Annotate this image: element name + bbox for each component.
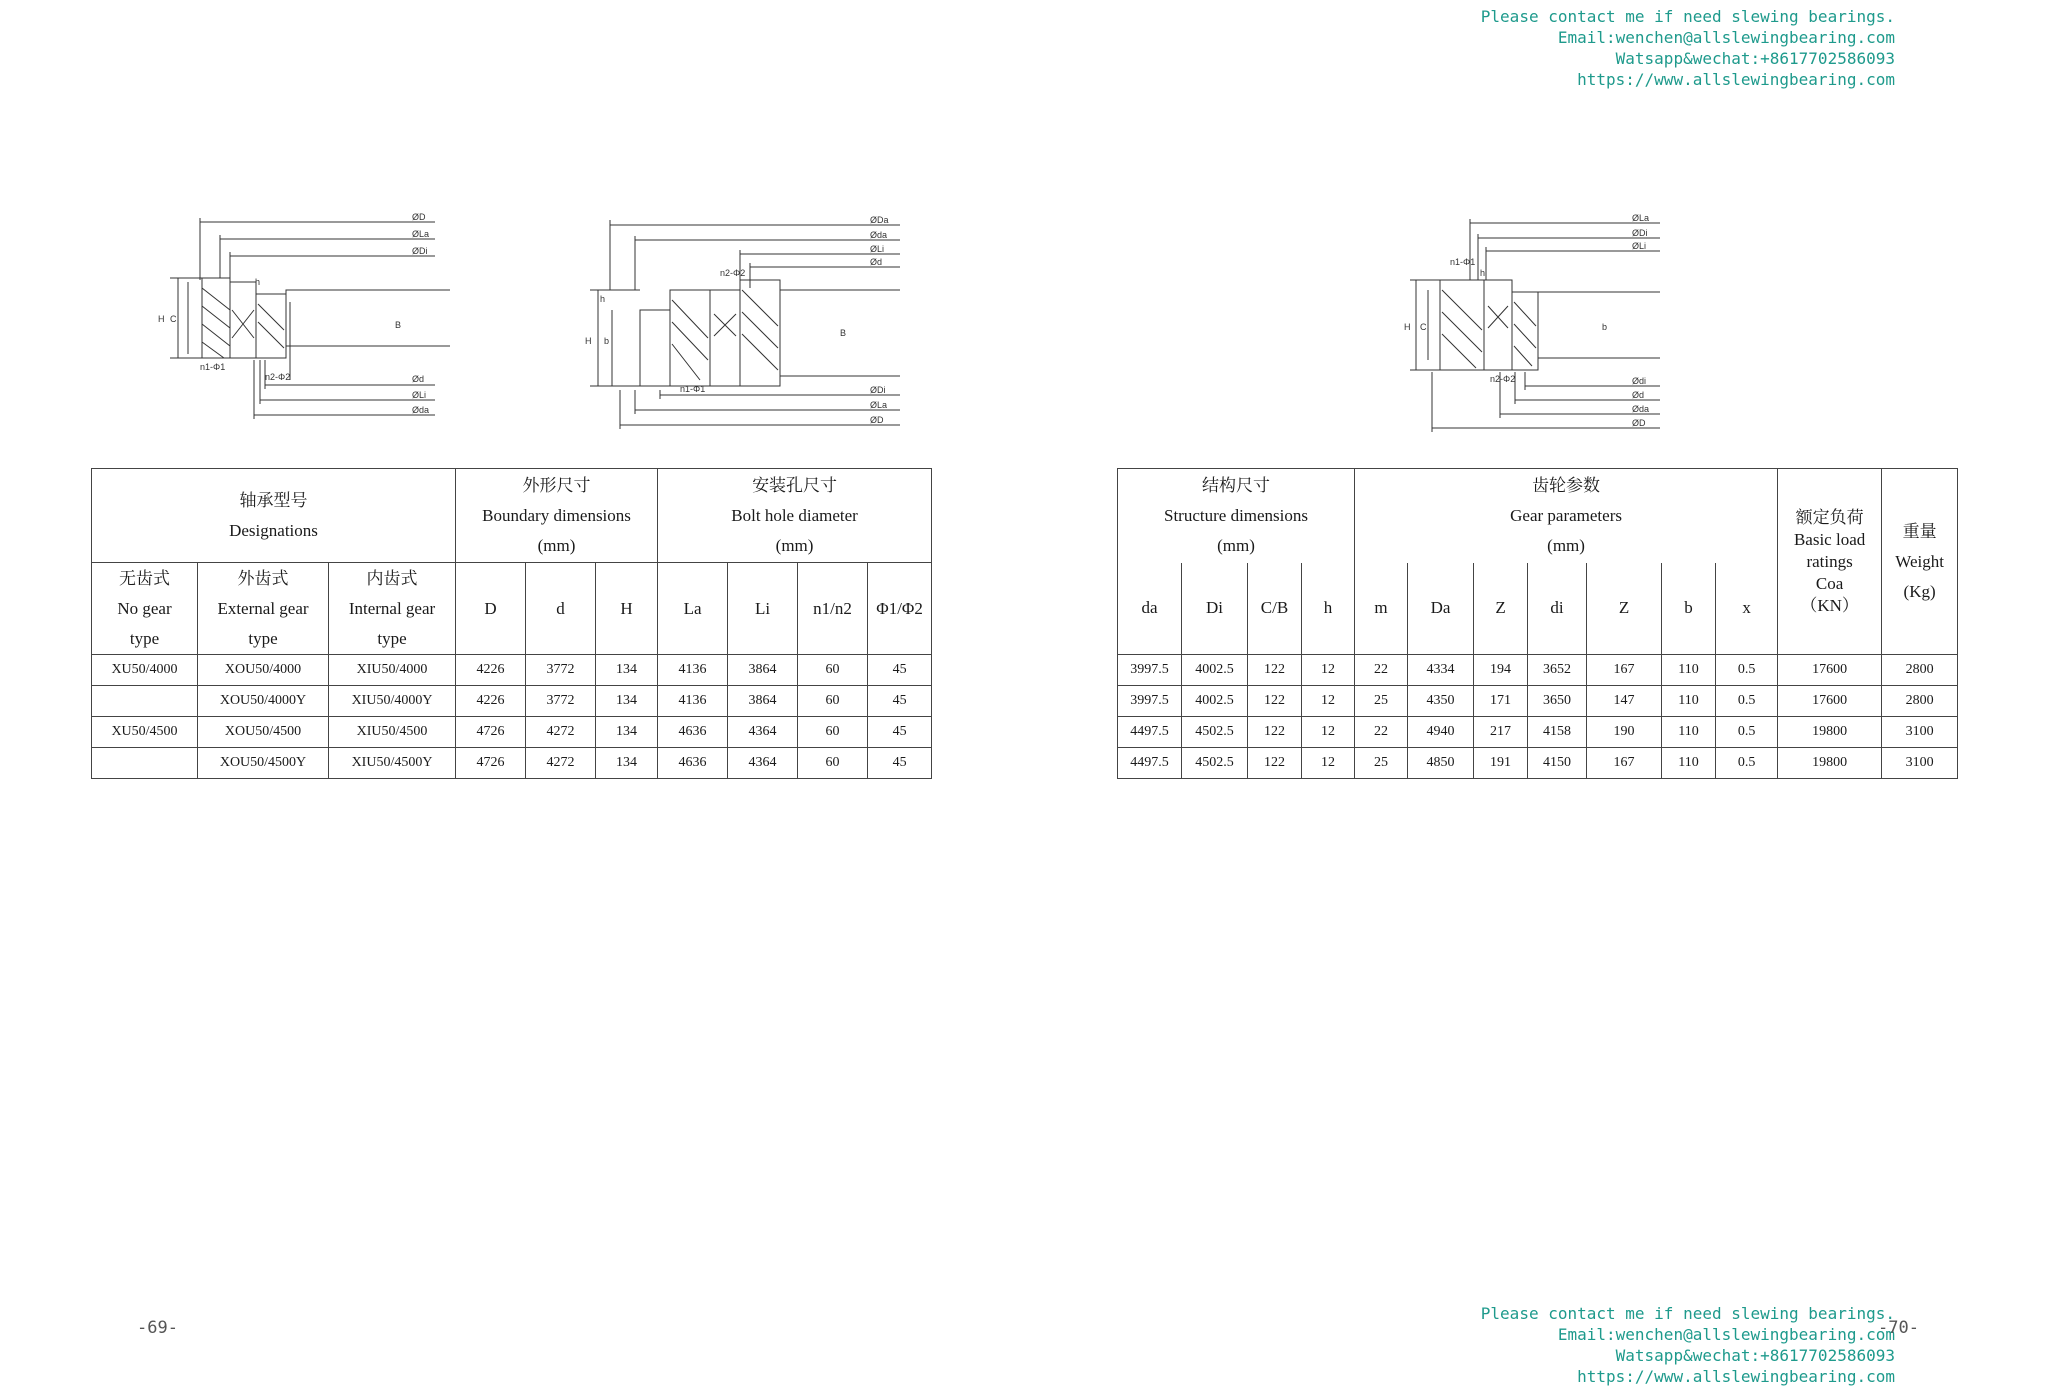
table-cell: 0.5 bbox=[1716, 655, 1778, 686]
svg-text:C: C bbox=[1420, 322, 1427, 332]
internal-type: type bbox=[377, 628, 407, 648]
svg-text:Ødi: Ødi bbox=[1632, 376, 1647, 386]
svg-text:Øda: Øda bbox=[870, 230, 888, 240]
table-row bbox=[1118, 717, 1958, 748]
table-cell: 4502.5 bbox=[1182, 748, 1248, 779]
col-da: da bbox=[1118, 563, 1182, 655]
contact-email: Email:wenchen@allslewingbearing.com bbox=[1557, 1325, 1895, 1344]
col-d: d bbox=[526, 563, 596, 655]
col-h: h bbox=[1302, 563, 1355, 655]
bolt-unit: (mm) bbox=[775, 535, 814, 555]
table-cell: 3997.5 bbox=[1118, 686, 1182, 717]
svg-text:ØD: ØD bbox=[870, 415, 884, 425]
structure-en: Structure dimensions bbox=[1164, 505, 1309, 525]
boundary-cn: 外形尺寸 bbox=[522, 475, 591, 495]
no-gear-en: No gear bbox=[117, 598, 172, 618]
bolt-en: Bolt hole diameter bbox=[731, 505, 858, 525]
svg-text:B: B bbox=[395, 320, 402, 330]
table-cell: 45 bbox=[868, 686, 932, 717]
page-number-right: -70- bbox=[1878, 1318, 1919, 1338]
table-cell: 134 bbox=[596, 686, 658, 717]
svg-text:ØLa: ØLa bbox=[870, 400, 888, 410]
load-unit: （KN） bbox=[1800, 595, 1859, 615]
table-cell: 4002.5 bbox=[1182, 655, 1248, 686]
col-no-gear bbox=[92, 563, 198, 655]
table-cell bbox=[92, 686, 198, 717]
table-cell: 110 bbox=[1662, 717, 1716, 748]
col-external-gear bbox=[198, 563, 329, 655]
drawing-external-gear bbox=[580, 210, 900, 440]
table-row bbox=[1118, 686, 1958, 717]
table-row bbox=[1118, 655, 1958, 686]
table-cell: 19800 bbox=[1778, 717, 1882, 748]
page-number-left: -69- bbox=[137, 1318, 178, 1338]
table-cell: XOU50/4500Y bbox=[198, 748, 329, 779]
table-cell: XIU50/4000Y bbox=[329, 686, 456, 717]
external-type: type bbox=[248, 628, 278, 648]
drawing-no-gear bbox=[150, 210, 450, 430]
table-cell: 110 bbox=[1662, 655, 1716, 686]
table-cell: 147 bbox=[1587, 686, 1662, 717]
load-sym: Coa bbox=[1815, 573, 1844, 593]
table-cell: XOU50/4500 bbox=[198, 717, 329, 748]
table-cell: 4136 bbox=[658, 655, 728, 686]
svg-text:n2-Φ2: n2-Φ2 bbox=[720, 268, 746, 278]
table-cell: 22 bbox=[1355, 717, 1408, 748]
table-cell: 3100 bbox=[1882, 717, 1958, 748]
svg-text:n2-Φ2: n2-Φ2 bbox=[265, 372, 291, 382]
table-cell: 22 bbox=[1355, 655, 1408, 686]
table-cell: 122 bbox=[1248, 717, 1302, 748]
col-internal-gear bbox=[329, 563, 456, 655]
table-cell: 45 bbox=[868, 655, 932, 686]
table-cell: 110 bbox=[1662, 686, 1716, 717]
svg-text:Ød: Ød bbox=[870, 257, 883, 267]
col-Li: Li bbox=[728, 563, 798, 655]
svg-text:n1-Φ1: n1-Φ1 bbox=[200, 362, 226, 372]
col-di: di bbox=[1528, 563, 1587, 655]
svg-text:n2-Φ2: n2-Φ2 bbox=[1490, 374, 1516, 384]
table-cell: 4364 bbox=[728, 748, 798, 779]
table-cell: 3652 bbox=[1528, 655, 1587, 686]
table-cell: 4940 bbox=[1408, 717, 1474, 748]
table-cell: 4726 bbox=[456, 748, 526, 779]
svg-text:h: h bbox=[600, 294, 606, 304]
table-cell: 45 bbox=[868, 717, 932, 748]
table-cell: 2800 bbox=[1882, 686, 1958, 717]
table-cell: 4226 bbox=[456, 655, 526, 686]
table-cell: 4350 bbox=[1408, 686, 1474, 717]
svg-text:ØLa: ØLa bbox=[1632, 213, 1650, 223]
table-cell: 0.5 bbox=[1716, 748, 1778, 779]
contact-phone: Watsapp&wechat:+8617702586093 bbox=[1615, 49, 1895, 68]
bolt-header bbox=[658, 469, 932, 563]
table-cell: 3650 bbox=[1528, 686, 1587, 717]
table-cell: 60 bbox=[798, 655, 868, 686]
svg-text:Øda: Øda bbox=[412, 405, 430, 415]
gear-cn: 齿轮参数 bbox=[1532, 475, 1601, 495]
svg-text:n1-Φ1: n1-Φ1 bbox=[680, 384, 706, 394]
svg-text:B: B bbox=[840, 328, 847, 338]
table-cell: 60 bbox=[798, 748, 868, 779]
table-row bbox=[92, 717, 932, 748]
svg-text:n1-Φ1: n1-Φ1 bbox=[1450, 257, 1476, 267]
table-cell: 12 bbox=[1302, 717, 1355, 748]
col-D: D bbox=[456, 563, 526, 655]
structure-header bbox=[1118, 469, 1355, 563]
col-Di: Di bbox=[1182, 563, 1248, 655]
svg-text:b: b bbox=[1602, 322, 1608, 332]
table-cell: 171 bbox=[1474, 686, 1528, 717]
table-cell: 60 bbox=[798, 686, 868, 717]
weight-unit: (Kg) bbox=[1903, 581, 1936, 601]
table-cell: XIU50/4000 bbox=[329, 655, 456, 686]
table-cell: 4497.5 bbox=[1118, 748, 1182, 779]
table-cell: 60 bbox=[798, 717, 868, 748]
table-row bbox=[92, 748, 932, 779]
svg-text:ØDa: ØDa bbox=[870, 215, 889, 225]
left-spec-table bbox=[91, 468, 932, 779]
col-Da: Da bbox=[1408, 563, 1474, 655]
table-cell: 45 bbox=[868, 748, 932, 779]
table-cell: 4636 bbox=[658, 748, 728, 779]
contact-block-top bbox=[1481, 6, 1895, 90]
table-cell: 4850 bbox=[1408, 748, 1474, 779]
boundary-unit: (mm) bbox=[537, 535, 576, 555]
external-en: External gear bbox=[217, 598, 309, 618]
svg-text:ØDi: ØDi bbox=[412, 246, 428, 256]
table-row bbox=[92, 686, 932, 717]
table-cell: 25 bbox=[1355, 686, 1408, 717]
svg-text:ØDi: ØDi bbox=[870, 385, 886, 395]
col-CB: C/B bbox=[1248, 563, 1302, 655]
table-cell: 17600 bbox=[1778, 686, 1882, 717]
contact-line: Please contact me if need slewing bearings. bbox=[1480, 1304, 1895, 1323]
contact-website: https://www.allslewingbearing.com bbox=[1577, 70, 1895, 89]
load-en1: Basic load bbox=[1793, 529, 1866, 549]
right-spec-table bbox=[1117, 468, 1958, 779]
table-cell: 12 bbox=[1302, 655, 1355, 686]
svg-text:ØLi: ØLi bbox=[1632, 241, 1647, 251]
weight-header bbox=[1882, 469, 1958, 655]
svg-text:ØD: ØD bbox=[1632, 418, 1646, 428]
table-cell: 4002.5 bbox=[1182, 686, 1248, 717]
table-cell: 190 bbox=[1587, 717, 1662, 748]
col-b: b bbox=[1662, 563, 1716, 655]
svg-text:Ød: Ød bbox=[412, 374, 425, 384]
table-cell: 4272 bbox=[526, 717, 596, 748]
col-H: H bbox=[596, 563, 658, 655]
table-cell: 122 bbox=[1248, 655, 1302, 686]
table-cell: 4158 bbox=[1528, 717, 1587, 748]
boundary-header bbox=[456, 469, 658, 563]
svg-text:ØLa: ØLa bbox=[412, 229, 430, 239]
table-cell: XIU50/4500Y bbox=[329, 748, 456, 779]
svg-text:b: b bbox=[604, 336, 610, 346]
contact-website: https://www.allslewingbearing.com bbox=[1577, 1367, 1895, 1386]
table-cell: 0.5 bbox=[1716, 686, 1778, 717]
table-cell bbox=[92, 748, 198, 779]
svg-text:h: h bbox=[1480, 268, 1486, 278]
contact-email: Email:wenchen@allslewingbearing.com bbox=[1557, 28, 1895, 47]
table-cell: 0.5 bbox=[1716, 717, 1778, 748]
no-gear-cn: 无齿式 bbox=[119, 568, 170, 588]
designations-header bbox=[92, 469, 456, 563]
col-Z-int: Z bbox=[1587, 563, 1662, 655]
table-cell: 2800 bbox=[1882, 655, 1958, 686]
table-cell: 122 bbox=[1248, 748, 1302, 779]
table-cell: 217 bbox=[1474, 717, 1528, 748]
table-cell: 122 bbox=[1248, 686, 1302, 717]
table-cell: 4636 bbox=[658, 717, 728, 748]
boundary-en: Boundary dimensions bbox=[482, 505, 631, 525]
gear-en: Gear parameters bbox=[1510, 505, 1622, 525]
table-cell: 110 bbox=[1662, 748, 1716, 779]
table-cell: 25 bbox=[1355, 748, 1408, 779]
svg-text:Øda: Øda bbox=[1632, 404, 1650, 414]
table-cell: 4726 bbox=[456, 717, 526, 748]
no-gear-type: type bbox=[129, 628, 160, 648]
table-cell: 3997.5 bbox=[1118, 655, 1182, 686]
contact-block-bottom bbox=[1481, 1303, 1895, 1387]
table-cell: 194 bbox=[1474, 655, 1528, 686]
designations-en: Designations bbox=[229, 520, 318, 540]
table-cell: 12 bbox=[1302, 748, 1355, 779]
bolt-cn: 安装孔尺寸 bbox=[752, 475, 838, 495]
table-cell: 134 bbox=[596, 748, 658, 779]
contact-phone: Watsapp&wechat:+8617702586093 bbox=[1615, 1346, 1895, 1365]
table-cell: 191 bbox=[1474, 748, 1528, 779]
table-cell: 4334 bbox=[1408, 655, 1474, 686]
table-cell: XIU50/4500 bbox=[329, 717, 456, 748]
table-cell: 19800 bbox=[1778, 748, 1882, 779]
internal-en: Internal gear bbox=[348, 598, 436, 618]
table-cell: 4497.5 bbox=[1118, 717, 1182, 748]
svg-text:H: H bbox=[158, 314, 165, 324]
external-cn: 外齿式 bbox=[237, 568, 289, 588]
table-cell: 3772 bbox=[526, 655, 596, 686]
table-cell: 4502.5 bbox=[1182, 717, 1248, 748]
col-La: La bbox=[658, 563, 728, 655]
structure-cn: 结构尺寸 bbox=[1202, 475, 1270, 495]
svg-text:ØD: ØD bbox=[412, 212, 426, 222]
col-Z-ext: Z bbox=[1474, 563, 1528, 655]
col-x: x bbox=[1716, 563, 1778, 655]
gear-unit: (mm) bbox=[1547, 535, 1585, 555]
table-cell: XOU50/4000 bbox=[198, 655, 329, 686]
col-phi: Φ1/Φ2 bbox=[868, 563, 932, 655]
svg-text:ØLi: ØLi bbox=[412, 390, 427, 400]
col-m: m bbox=[1355, 563, 1408, 655]
table-cell: 3100 bbox=[1882, 748, 1958, 779]
load-cn: 额定负荷 bbox=[1795, 507, 1864, 527]
structure-unit: (mm) bbox=[1217, 535, 1255, 555]
table-cell: 12 bbox=[1302, 686, 1355, 717]
gear-header bbox=[1355, 469, 1778, 563]
table-cell: 4272 bbox=[526, 748, 596, 779]
col-n1n2: n1/n2 bbox=[798, 563, 868, 655]
table-cell: 17600 bbox=[1778, 655, 1882, 686]
table-cell: 4136 bbox=[658, 686, 728, 717]
load-header bbox=[1778, 469, 1882, 655]
table-cell: 3772 bbox=[526, 686, 596, 717]
svg-text:ØDi: ØDi bbox=[1632, 228, 1648, 238]
designations-cn: 轴承型号 bbox=[239, 490, 308, 510]
table-cell: 4364 bbox=[728, 717, 798, 748]
svg-text:C: C bbox=[170, 314, 177, 324]
table-cell: 167 bbox=[1587, 748, 1662, 779]
table-cell: 4226 bbox=[456, 686, 526, 717]
svg-text:H: H bbox=[585, 336, 592, 346]
svg-text:h: h bbox=[255, 277, 261, 287]
table-cell: 134 bbox=[596, 655, 658, 686]
table-cell: 167 bbox=[1587, 655, 1662, 686]
svg-text:ØLi: ØLi bbox=[870, 244, 885, 254]
table-cell: 3864 bbox=[728, 655, 798, 686]
weight-cn: 重量 bbox=[1902, 521, 1937, 541]
table-row bbox=[92, 655, 932, 686]
drawing-internal-gear bbox=[1370, 210, 1670, 440]
table-row bbox=[1118, 748, 1958, 779]
right-table-body bbox=[1118, 655, 1958, 779]
contact-line: Please contact me if need slewing bearings. bbox=[1480, 7, 1895, 26]
table-cell: XOU50/4000Y bbox=[198, 686, 329, 717]
table-cell: 134 bbox=[596, 717, 658, 748]
table-cell: 4150 bbox=[1528, 748, 1587, 779]
load-en2: ratings bbox=[1806, 551, 1853, 571]
table-cell: XU50/4500 bbox=[92, 717, 198, 748]
weight-en: Weight bbox=[1895, 551, 1944, 571]
svg-text:H: H bbox=[1404, 322, 1411, 332]
svg-text:Ød: Ød bbox=[1632, 390, 1645, 400]
table-cell: XU50/4000 bbox=[92, 655, 198, 686]
table-cell: 3864 bbox=[728, 686, 798, 717]
internal-cn: 内齿式 bbox=[366, 568, 418, 588]
left-table-body bbox=[92, 655, 932, 779]
